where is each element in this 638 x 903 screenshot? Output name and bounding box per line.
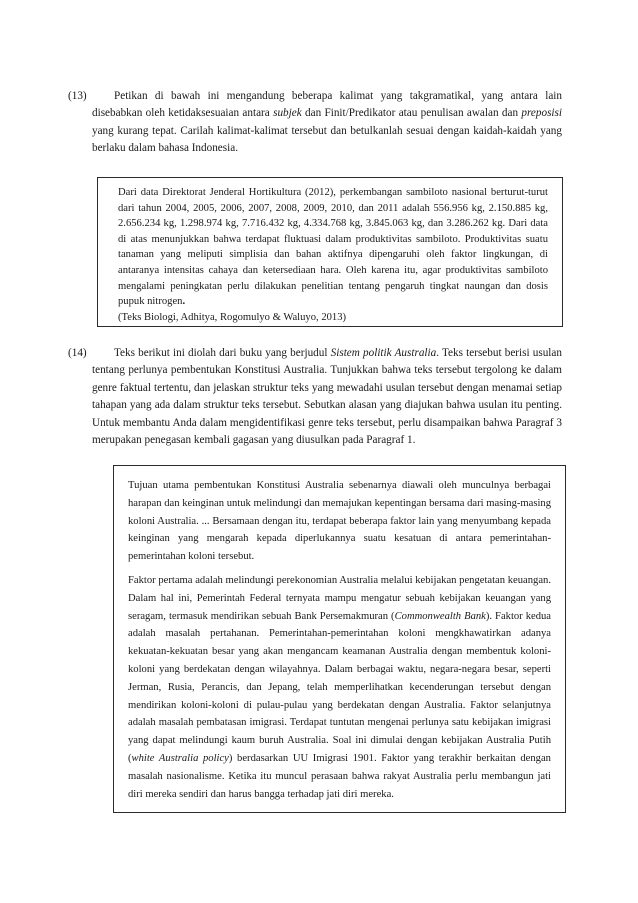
question-13-part2: dan Finit/Predikator atau penulisan awalan dan: [301, 107, 522, 120]
question-13: [68, 88, 562, 158]
question-14-part1: Teks berikut ini diolah dari buku yang berjudul: [114, 347, 331, 359]
question-13-part3: yang kurang tepat. Carilah kalimat-kalimat tersebut dan betulkanlah sesuai dengan kaidah-kaidah yang berlaku dalam bahasa Indonesia.: [92, 124, 562, 155]
question-13-term-preposisi: preposisi: [521, 107, 562, 120]
question-14-text: [68, 345, 562, 449]
question-14-passage-box: [113, 465, 566, 813]
question-14-number: (14): [68, 347, 87, 359]
question-13-citation: (Teks Biologi, Adhitya, Rogomulyo & Waluyo, 2013): [118, 311, 347, 323]
question-13-number: (13): [68, 90, 87, 102]
question-14-part2: . Teks tersebut berisi usulan tentang perlunya pembentukan Konstitusi Australia. Tunjukkan bahwa teks tersebut tergolong ke dalam genre faktual tertentu, dan jelaskan struktur teks yang mewadahi usulan tersebut dengan menamai setiap tahapan yang ada dalam struktur teks tersebut. Sebutkan alasan yang diajukan bahwa usulan itu penting. Untuk membantu Anda dalam mengidentifikasi genre teks tersebut, perlu disampaikan bahwa Paragraf 3 merupakan penegasan kembali gagasan yang diusulkan pada Paragraf 1.: [92, 347, 562, 447]
question-14-term-white-australia-policy: white Australia policy: [131, 752, 229, 764]
question-14-paragraph-2-part1: Faktor pertama adalah melindungi perekonomian Australia melalui kebijakan pengetatan keuangan. Dalam hal ini, Pemerintah Federal ternyata mampu mengatur sebuah kebijakan keuangan yang seragam, termasuk mendirikan sebuah Bank Persemakmuran (: [128, 574, 551, 622]
question-13-passage: [118, 185, 548, 310]
question-13-passage-text: Dari data Direktorat Jenderal Hortikultura (2012), perkembangan sambiloto nasional berturut-turut dari tahun 2004, 2005, 2006, 2007, 2008, 2009, 2010, dan 2011 adalah 556.956 kg, 2.150.885 kg, 2.656.234 kg, 1.298.974 kg, 7.716.432 kg, 4.334.768 kg, 3.845.063 kg, dan 3.286.262 kg. Dari data di atas menunjukkan bahwa terdapat fluktuasi dalam produktivitas sambiloto. Produktivitas suatu tanaman yang meliputi simplisia dan bahan aktifnya dipengaruhi oleh faktor lingkungan, di antaranya intensitas cahaya dan ketersediaan hara. Oleh karena itu, agar produktivitas sambiloto mengalami peningkatan perlu dilakukan penelitian tentang pengaruh tingkat naungan dan dosis pupuk nitrogen: [118, 187, 548, 308]
question-14-term-commonwealth-bank: Commonwealth Bank: [394, 610, 486, 622]
question-13-part1: Petikan di bawah ini mengandung beberapa kalimat yang takgramatikal, yang antara lain disebabkan oleh ketidaksesuaian antara: [92, 90, 562, 120]
question-14-paragraph-2: [128, 572, 551, 803]
question-14-paragraph-2-part3: ) berdasarkan UU Imigrasi 1901. Faktor yang terakhir berkaitan dengan masalah nasionalisme. Ketika itu muncul perasaan bahwa rakyat Australia perlu membangun jati diri mereka sendiri dan harus bangga terhadap jati diri mereka.: [128, 752, 551, 800]
question-13-term-subjek: subjek: [273, 107, 302, 120]
question-13-passage-box: [97, 177, 563, 327]
question-13-passage-end: .: [182, 296, 186, 308]
question-14-paragraph-2-part2: ). Faktor kedua adalah masalah pertahanan. Pemerintahan-pemerintahan koloni mengkhawatirkan adanya kekuatan-kekuatan besar yang akan mengancam keamanan Australia dengan membentuk koloni-koloni yang berdekatan dengan wilayahnya. Dalam berbagai waktu, negara-negara besar, seperti Jerman, Rusia, Perancis, dan Jepang, telah memperlihatkan kecenderungan tersebut dengan mendirikan koloni-koloni di pulau-pulau yang berdekatan dengan Australia. Faktor selanjutnya adalah masalah pembatasan imigrasi. Terdapat tuntutan mengenai perlunya satu kebijakan imigrasi yang dapat melindungi kaum buruh Australia. Soal ini dimulai dengan kebijakan Australia Putih (: [128, 610, 552, 764]
question-13-text: [68, 88, 562, 158]
question-14: [68, 345, 562, 449]
question-14-book-title: Sistem politik Australia: [330, 347, 437, 359]
question-14-paragraph-1: Tujuan utama pembentukan Konstitusi Australia sebenarnya diawali oleh munculnya berbagai harapan dan keinginan untuk melindungi dan memajukan kepentingan bersama dari masing-masing koloni Australia. ... Bersamaan dengan itu, terdapat beberapa faktor lain yang menyumbang kepada keinginan yang mengarah kepada diperlukannya suatu kesatuan di antara pemerintahan-pemerintahan koloni tersebut.: [128, 480, 551, 563]
